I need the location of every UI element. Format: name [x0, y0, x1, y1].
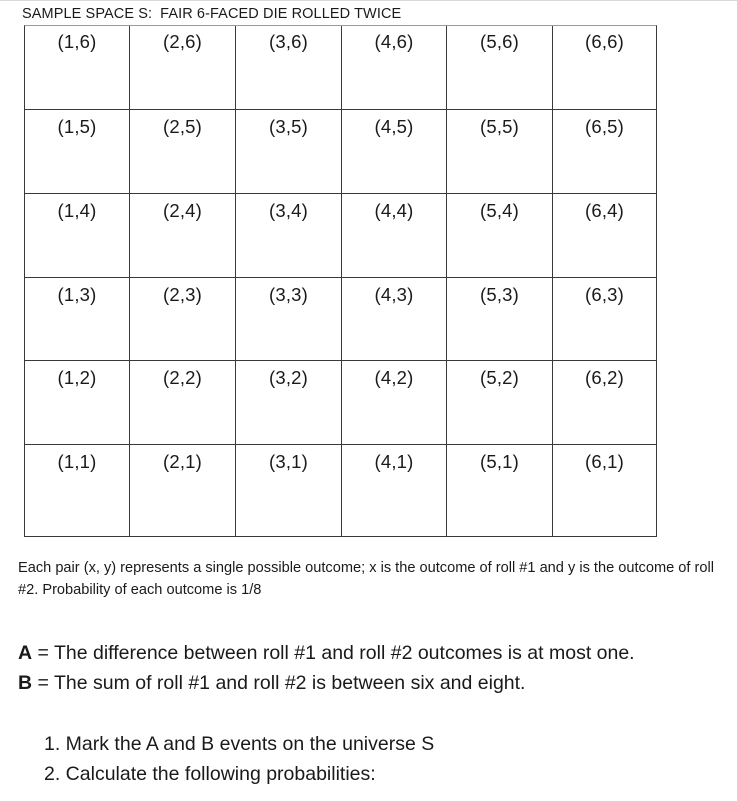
- outcome-label: (2,5): [162, 116, 203, 137]
- outcome-cell: [447, 26, 553, 110]
- outcome-cell: [25, 194, 130, 278]
- outcome-cell: [236, 361, 342, 445]
- outcome-label: (2,6): [162, 31, 203, 52]
- outcome-cell: [447, 445, 553, 536]
- outcome-label: (1,1): [57, 451, 97, 472]
- outcome-cell: [236, 445, 342, 536]
- outcome-cell: [447, 361, 553, 445]
- outcome-label: (1,4): [57, 200, 97, 221]
- outcome-label: (1,2): [57, 367, 97, 388]
- task-item-1: 1. Mark the A and B events on the universe S: [44, 733, 435, 755]
- outcome-cell: [236, 278, 342, 361]
- outcome-label: (2,1): [162, 451, 203, 472]
- page-title: [22, 6, 401, 22]
- outcome-label: (1,6): [57, 31, 97, 52]
- outcome-label: (3,4): [268, 200, 309, 221]
- outcome-cell: [130, 445, 236, 536]
- outcome-cell: [236, 194, 342, 278]
- outcome-label: (5,1): [479, 451, 520, 472]
- outcome-cell: [130, 278, 236, 361]
- outcome-label: (4,3): [374, 284, 414, 305]
- top-rule: [0, 0, 737, 1]
- outcome-label: (5,5): [479, 116, 520, 137]
- title-label: SAMPLE SPACE S:: [22, 6, 153, 22]
- outcome-cell: [236, 110, 342, 194]
- outcome-cell: [553, 278, 656, 361]
- outcome-label: (3,2): [268, 367, 309, 388]
- outcome-label: (6,2): [584, 367, 625, 388]
- outcome-label: (3,5): [268, 116, 309, 137]
- task-item-2: 2. Calculate the following probabilities:: [44, 763, 376, 785]
- event-a-text: = The difference between roll #1 and roll #2 outcomes is at most one.: [32, 642, 635, 664]
- outcome-cell: [342, 194, 447, 278]
- outcome-label: (2,4): [162, 200, 203, 221]
- outcome-cell: [342, 110, 447, 194]
- outcome-label: (1,5): [57, 116, 97, 137]
- outcome-cell: [25, 110, 130, 194]
- event-b-letter: B: [18, 672, 33, 694]
- event-a-definition: [18, 642, 635, 665]
- outcome-label: (5,2): [479, 367, 520, 388]
- outcome-cell: [553, 26, 656, 110]
- outcome-cell: [342, 26, 447, 110]
- outcome-label: (4,2): [374, 367, 414, 388]
- outcome-cell: [130, 110, 236, 194]
- outcome-cell: [236, 26, 342, 110]
- outcome-label: (3,1): [268, 451, 309, 472]
- outcome-label: (5,3): [479, 284, 520, 305]
- outcome-label: (6,1): [584, 451, 625, 472]
- event-a-letter: A: [18, 642, 33, 664]
- outcome-cell: [130, 361, 236, 445]
- outcome-label: (4,1): [374, 451, 414, 472]
- outcome-label: (3,3): [268, 284, 309, 305]
- outcome-cell: [25, 278, 130, 361]
- outcome-label: (5,6): [479, 31, 520, 52]
- sample-space-grid: [24, 25, 657, 537]
- outcome-cell: [553, 445, 656, 536]
- outcome-cell: [447, 194, 553, 278]
- outcome-label: (2,3): [162, 284, 203, 305]
- outcome-cell: [342, 278, 447, 361]
- outcome-label: (6,3): [584, 284, 625, 305]
- outcome-cell: [25, 26, 130, 110]
- outcome-cell: [447, 110, 553, 194]
- outcome-cell: [553, 361, 656, 445]
- outcome-label: (6,5): [584, 116, 625, 137]
- outcome-label: (4,5): [374, 116, 414, 137]
- outcome-cell: [25, 445, 130, 536]
- outcome-label: (2,2): [162, 367, 203, 388]
- title-text: FAIR 6-FACED DIE ROLLED TWICE: [160, 6, 402, 22]
- outcome-note: Each pair (x, y) represents a single possible outcome; x is the outcome of roll #1 and y is the outcome of roll #2. Probability of each outcome is 1/8: [18, 560, 714, 598]
- outcome-cell: [25, 361, 130, 445]
- outcome-label: (6,4): [584, 200, 625, 221]
- outcome-cell: [130, 26, 236, 110]
- outcome-cell: [130, 194, 236, 278]
- outcome-label: (1,3): [57, 284, 97, 305]
- outcome-label: (4,4): [374, 200, 414, 221]
- outcome-label: (3,6): [268, 31, 309, 52]
- outcome-cell: [342, 361, 447, 445]
- outcome-cell: [447, 278, 553, 361]
- outcome-label: (5,4): [479, 200, 520, 221]
- outcome-cell: [553, 194, 656, 278]
- task-list: [44, 729, 434, 789]
- outcome-label: (6,6): [584, 31, 625, 52]
- outcome-cell: [342, 445, 447, 536]
- event-b-text: = The sum of roll #1 and roll #2 is between six and eight.: [32, 672, 526, 694]
- outcome-label: (4,6): [374, 31, 414, 52]
- event-b-definition: [18, 672, 525, 695]
- outcome-cell: [553, 110, 656, 194]
